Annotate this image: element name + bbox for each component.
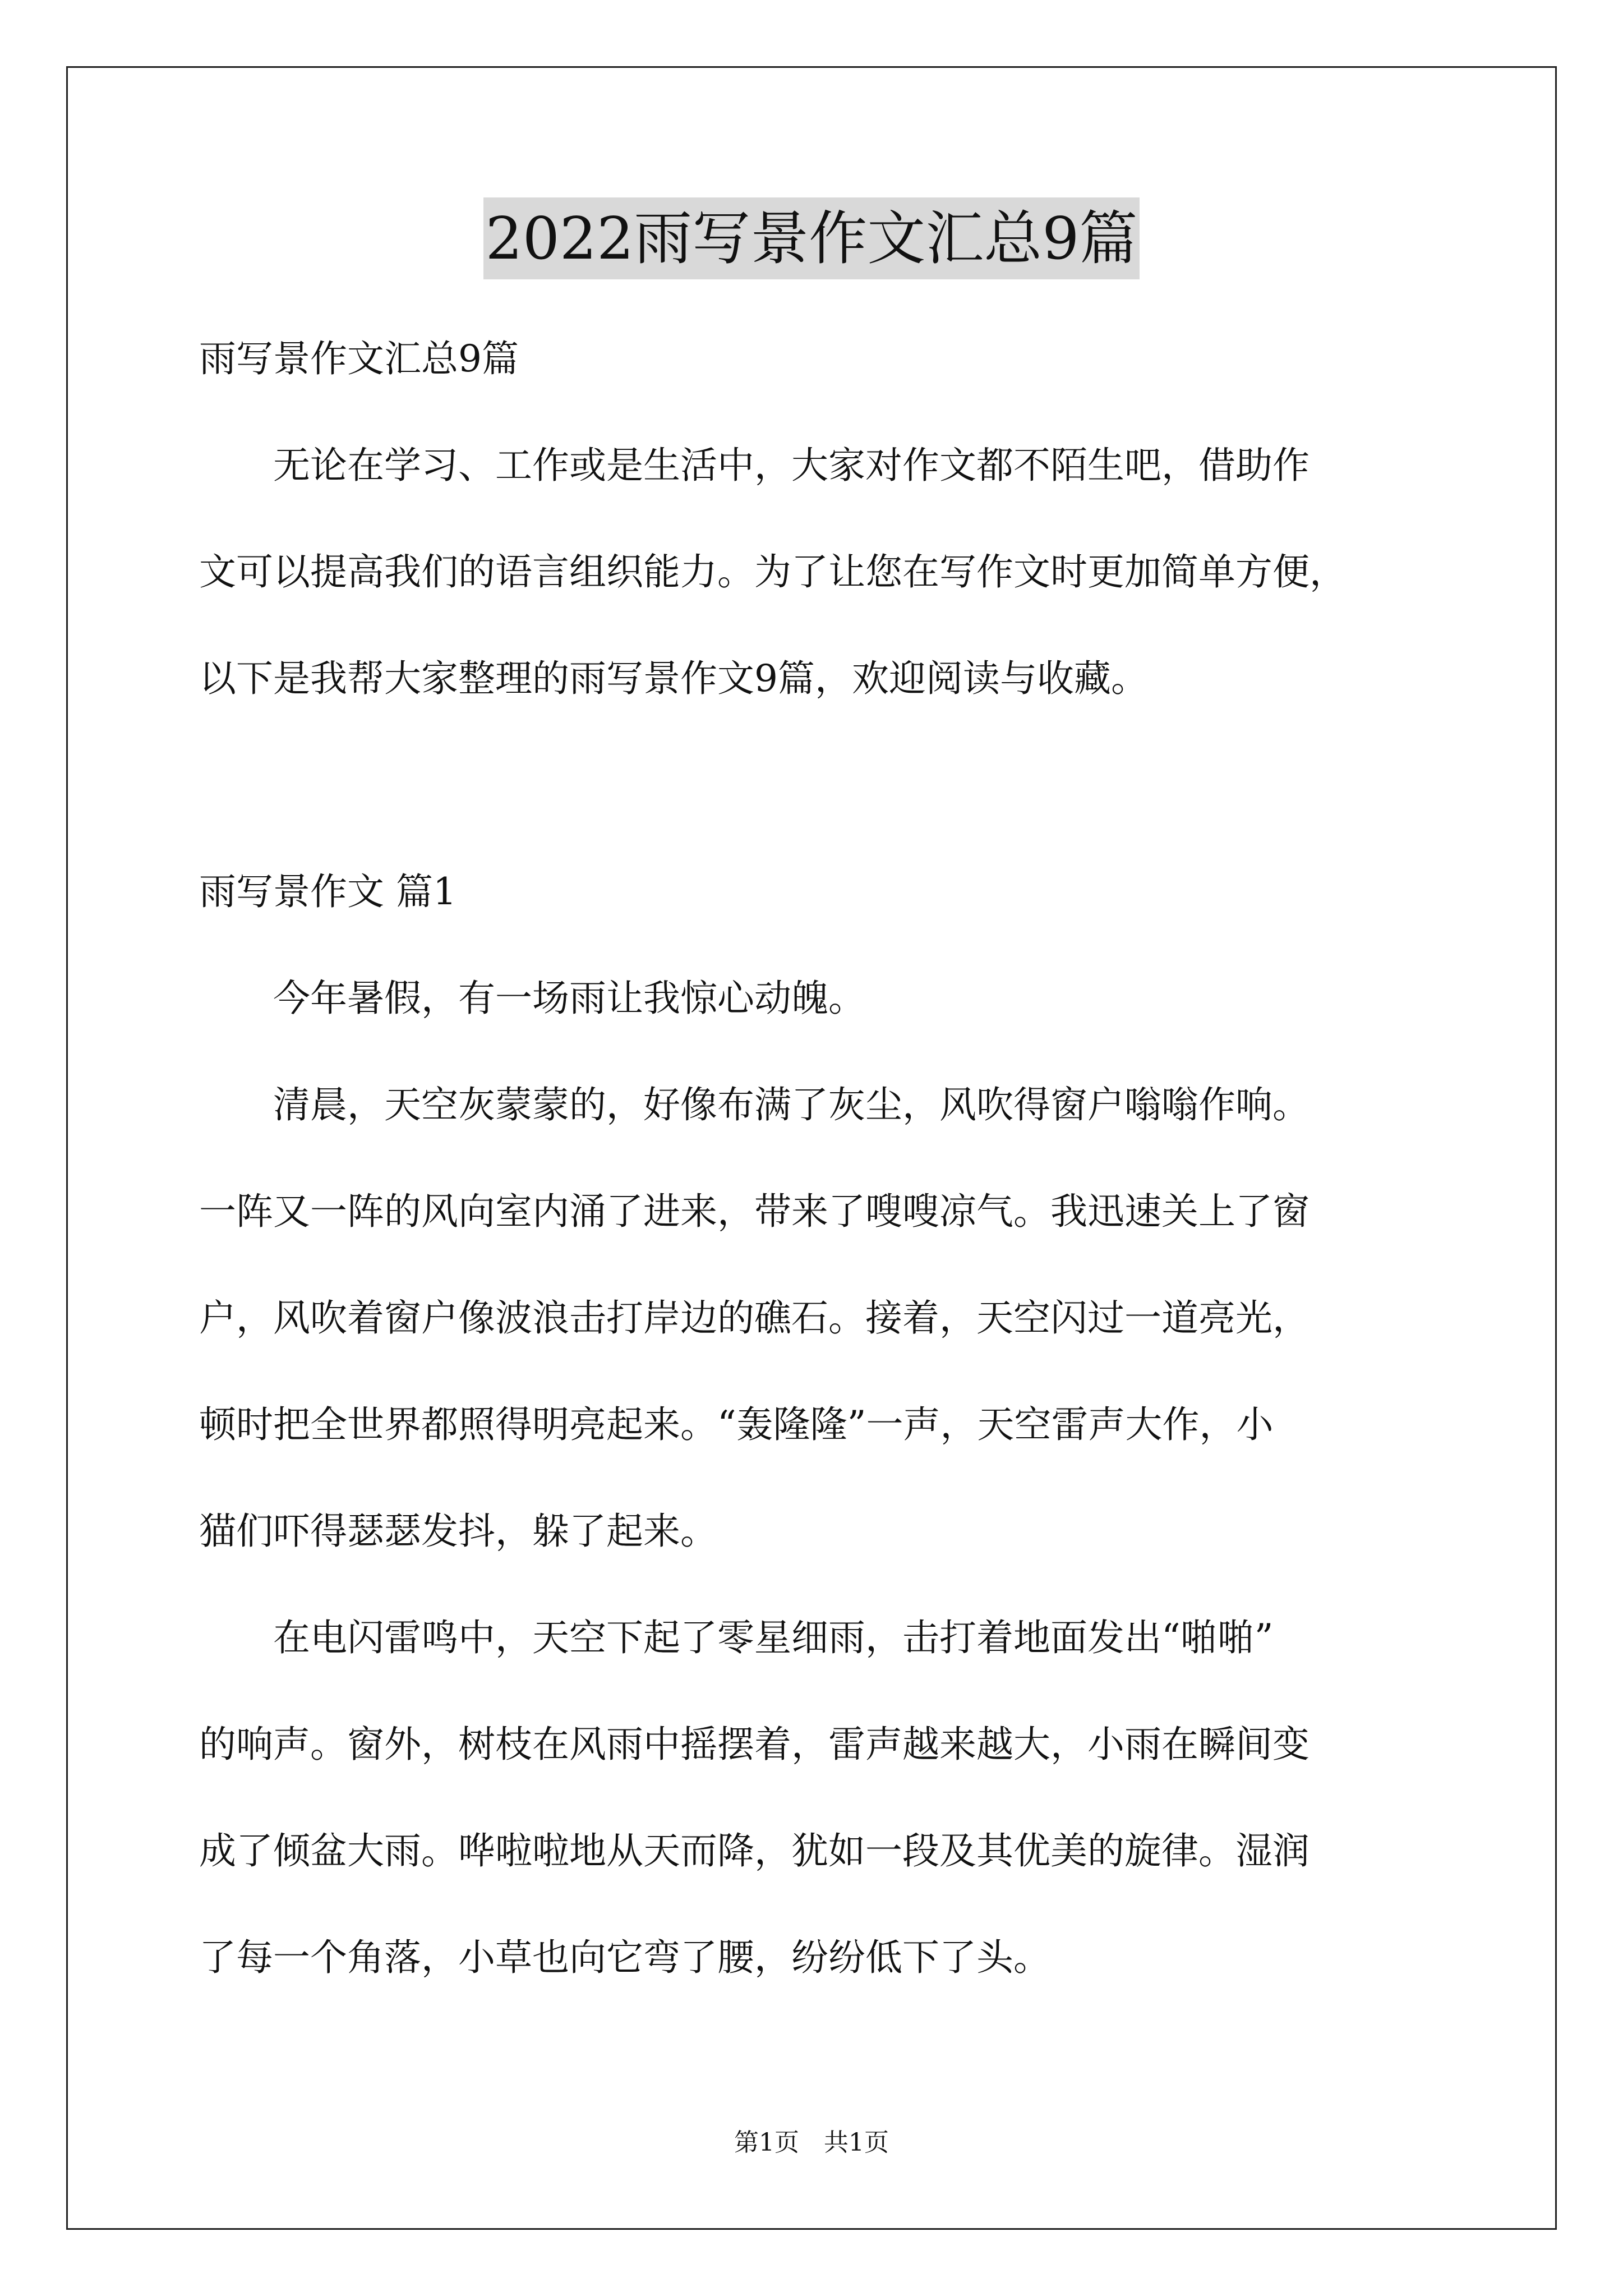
text-line: 在电闪雷鸣中，天空下起了零星细雨，击打着地面发出“啪啪” — [199, 1616, 1274, 1659]
document-body — [199, 306, 1455, 2011]
document-subtitle: 雨写景作文汇总9篇 — [199, 337, 519, 380]
paragraph-3 — [199, 1585, 1455, 2011]
text-line: 文可以提高我们的语言组织能力。为了让您在写作文时更加简单方便， — [199, 550, 1347, 593]
text-line: 的响声。窗外，树枝在风雨中摇摆着，雷声越来越大，小雨在瞬间变 — [199, 1723, 1310, 1766]
spacer — [199, 732, 1455, 839]
text-line: 无论在学习、工作或是生活中，大家对作文都不陌生吧，借助作 — [199, 444, 1310, 487]
document-title: 2022雨写景作文汇总9篇 — [483, 197, 1140, 279]
text-line: 清晨，天空灰蒙蒙的，好像布满了灰尘，风吹得窗户嗡嗡作响。 — [199, 1083, 1310, 1126]
paragraph-2 — [199, 1052, 1455, 1585]
title-container — [0, 197, 1623, 279]
section-heading: 雨写景作文 篇1 — [199, 870, 457, 913]
text-line: 猫们吓得瑟瑟发抖，躲了起来。 — [199, 1510, 717, 1553]
text-line: 一阵又一阵的风向室内涌了进来，带来了嗖嗖凉气。我迅速关上了窗 — [199, 1190, 1310, 1233]
text-line: 了每一个角落，小草也向它弯了腰，纷纷低下了头。 — [199, 1936, 1050, 1979]
paragraph-1 — [199, 945, 1455, 1052]
intro-paragraph — [199, 412, 1455, 732]
text-line: 成了倾盆大雨。哗啦啦地从天而降，犹如一段及其优美的旋律。湿润 — [199, 1829, 1310, 1872]
page-footer: 第1页 共1页 — [734, 2128, 889, 2157]
text-line: 顿时把全世界都照得明亮起来。“轰隆隆”一声，天空雷声大作，小 — [199, 1403, 1274, 1446]
text-line: 以下是我帮大家整理的雨写景作文9篇，欢迎阅读与收藏。 — [199, 657, 1148, 700]
text-line: 户，风吹着窗户像波浪击打岸边的礁石。接着，天空闪过一道亮光， — [199, 1296, 1310, 1340]
text-line: 今年暑假，有一场雨让我惊心动魄。 — [199, 977, 865, 1020]
